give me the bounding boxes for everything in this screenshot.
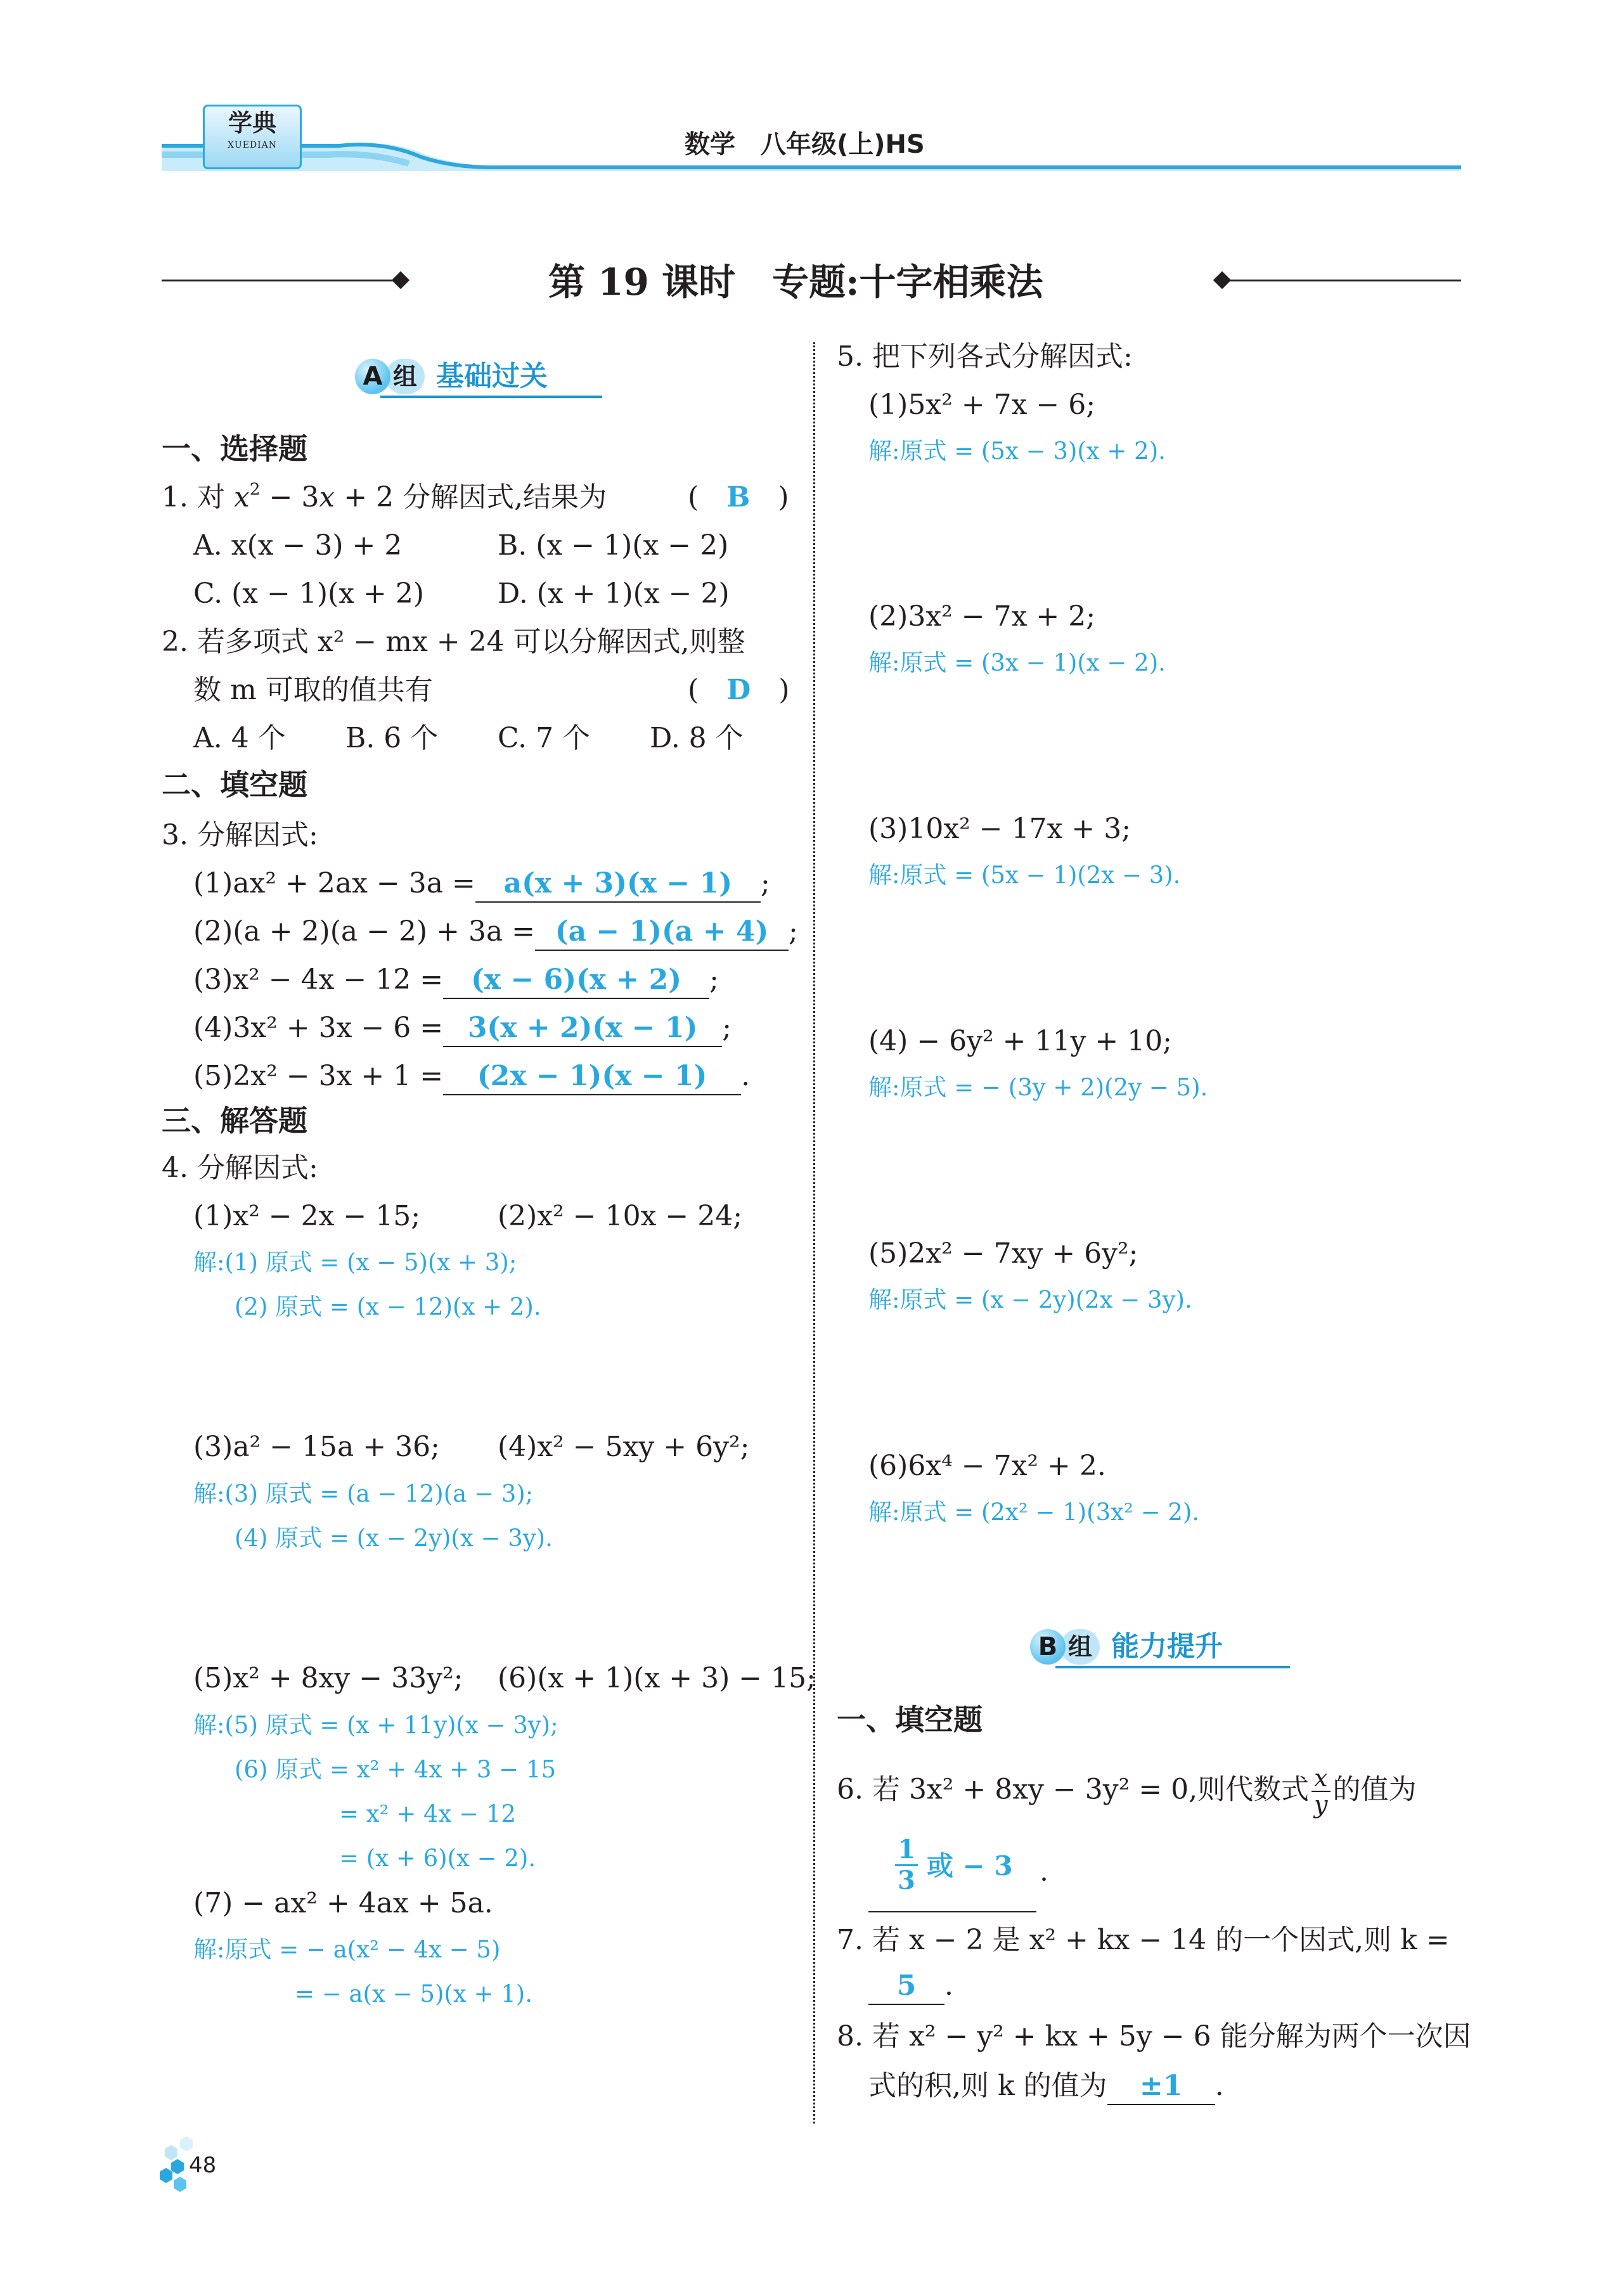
q3-item-5: (5)2x² − 3x + 1 = (2x − 1)(x − 1) .	[193, 1059, 750, 1095]
group-a-badge	[355, 359, 609, 397]
page-title: 第 19 课时 专题:十字相乘法	[548, 261, 1043, 304]
q6-fraction: $\frac{x}{y}$	[1311, 1765, 1330, 1817]
q2-line2: 数 m 可取的值共有	[193, 674, 433, 706]
q5-sol-2: 解:原式 = (3x − 1)(x − 2).	[868, 649, 1166, 676]
q3-item-1: (1)ax² + 2ax − 3a = a(x + 3)(x − 1) ;	[193, 866, 770, 903]
section-solve: 三、解答题	[162, 1104, 307, 1138]
page-number: 48	[189, 2153, 217, 2178]
q6-end: .	[1040, 1855, 1048, 1888]
title-rule-left	[162, 280, 403, 281]
q4-p1: (1)x² − 2x − 15;	[193, 1200, 421, 1232]
q4-s6-step3: = (x + 6)(x − 2).	[339, 1845, 536, 1872]
q6-answer: 1 3 或 − 3	[868, 1835, 1036, 1912]
section-choice: 一、选择题	[162, 432, 307, 466]
q4-p5: (5)x² + 8xy − 33y²;	[193, 1662, 463, 1694]
q5-item-3: (3)10x² − 17x + 3;	[868, 813, 1131, 845]
q1-option-a: A. x(x − 3) + 2	[193, 529, 403, 562]
q2-option-c: C. 7 个	[498, 722, 591, 754]
logo-text: 学典	[228, 108, 276, 137]
q6-line1: 6. 若 3x² + 8xy − 3y² = 0,则代数式 $\frac{x}{y}$ 的值为	[837, 1764, 1417, 1819]
group-b-badge	[1030, 1629, 1296, 1667]
q1-option-d: D. (x + 1)(x − 2)	[498, 577, 730, 610]
q5-sol-3: 解:原式 = (5x − 1)(2x − 3).	[868, 861, 1181, 889]
q4-s5: 解:(5) 原式 = (x + 11y)(x − 3y);	[193, 1711, 558, 1739]
logo	[203, 105, 302, 169]
header-subject: 数学 八年级(上)HS	[685, 130, 925, 159]
q5-sol-6: 解:原式 = (2x² − 1)(3x² − 2).	[868, 1498, 1200, 1526]
q5-stem: 5. 把下列各式分解因式:	[837, 340, 1133, 373]
q3-stem: 3. 分解因式:	[162, 819, 318, 851]
q5-item-4: (4) − 6y² + 11y + 10;	[868, 1025, 1172, 1057]
q4-p6: (6)(x + 1)(x + 3) − 15;	[498, 1662, 816, 1694]
q2-option-a: A. 4 个	[193, 722, 286, 754]
q3-item-3: (3)x² − 4x − 12 = (x − 6)(x + 2) ;	[193, 962, 719, 999]
q3-item-2: (2)(a + 2)(a − 2) + 3a = (a − 1)(a + 4) ;	[193, 914, 798, 951]
q5-item-5: (5)2x² − 7xy + 6y²;	[868, 1237, 1138, 1270]
q4-stem: 4. 分解因式:	[162, 1152, 318, 1184]
q1-answer-bracket: ( B )	[688, 481, 789, 513]
group-a-letter: A	[355, 359, 390, 394]
q8-line1: 8. 若 x² − y² + kx + 5y − 6 能分解为两个一次因	[837, 2020, 1471, 2053]
q4-s1: 解:(1) 原式 = (x − 5)(x + 3);	[193, 1249, 517, 1276]
q3-item-4: (4)3x² + 3x − 6 = 3(x + 2)(x − 1) ;	[193, 1010, 731, 1047]
group-b-zu: 组	[1060, 1629, 1100, 1665]
group-a-label: 基础过关	[436, 360, 548, 392]
q5-item-1: (1)5x² + 7x − 6;	[868, 389, 1096, 421]
q1-option-b: B. (x − 1)(x − 2)	[498, 529, 729, 562]
section-fill-b: 一、填空题	[837, 1703, 983, 1737]
q2-answer: D	[726, 674, 751, 706]
column-divider	[813, 342, 815, 2124]
q4-p2: (2)x² − 10x − 24;	[498, 1200, 743, 1232]
q4-s6-step2: = x² + 4x − 12	[339, 1800, 516, 1827]
q4-s3: 解:(3) 原式 = (a − 12)(a − 3);	[193, 1480, 534, 1507]
logo-sub: XUEDIAN	[227, 140, 278, 150]
q2-line1: 2. 若多项式 x² − mx + 24 可以分解因式,则整	[162, 626, 745, 658]
q5-item-6: (6)6x⁴ − 7x² + 2.	[868, 1450, 1106, 1482]
q1-stem: 1. 对 $x^2 - 3x + 2$ 分解因式,结果为	[162, 479, 607, 513]
q4-p7: (7) − ax² + 4ax + 5a.	[193, 1887, 493, 1919]
q7-answer-line: 5 .	[868, 1968, 953, 2005]
title-rule-right	[1227, 280, 1461, 281]
q4-s7-step2: = − a(x − 5)(x + 1).	[295, 1980, 532, 2008]
group-b-letter: B	[1030, 1629, 1066, 1665]
q8-line2: 式的积,则 k 的值为 ±1 .	[868, 2068, 1224, 2105]
q4-p3: (3)a² − 15a + 36;	[193, 1431, 440, 1463]
q1-option-c: C. (x − 1)(x + 2)	[193, 577, 425, 610]
q4-s4: (4) 原式 = (x − 2y)(x − 3y).	[235, 1524, 553, 1552]
q4-s6: (6) 原式 = x² + 4x + 3 − 15	[235, 1756, 556, 1783]
group-b-label: 能力提升	[1111, 1630, 1223, 1663]
group-a-zu: 组	[385, 359, 425, 394]
q5-sol-1: 解:原式 = (5x − 3)(x + 2).	[868, 437, 1166, 465]
q2-option-d: D. 8 个	[650, 722, 744, 754]
q5-item-2: (2)3x² − 7x + 2;	[868, 600, 1096, 633]
q7-line1: 7. 若 x − 2 是 x² + kx − 14 的一个因式,则 k =	[837, 1924, 1450, 1956]
q4-s7: 解:原式 = − a(x² − 4x − 5)	[193, 1936, 501, 1963]
title-diamond-left	[392, 271, 409, 289]
section-fill: 二、填空题	[162, 768, 307, 802]
q5-sol-5: 解:原式 = (x − 2y)(2x − 3y).	[868, 1286, 1192, 1313]
q2-option-b: B. 6 个	[345, 722, 439, 754]
q4-s2: (2) 原式 = (x − 12)(x + 2).	[235, 1293, 541, 1320]
q1-answer: B	[726, 481, 751, 513]
q4-p4: (4)x² − 5xy + 6y²;	[498, 1431, 750, 1463]
q5-sol-4: 解:原式 = − (3y + 2)(2y − 5).	[868, 1074, 1208, 1101]
q2-answer-bracket: ( D )	[688, 674, 790, 706]
